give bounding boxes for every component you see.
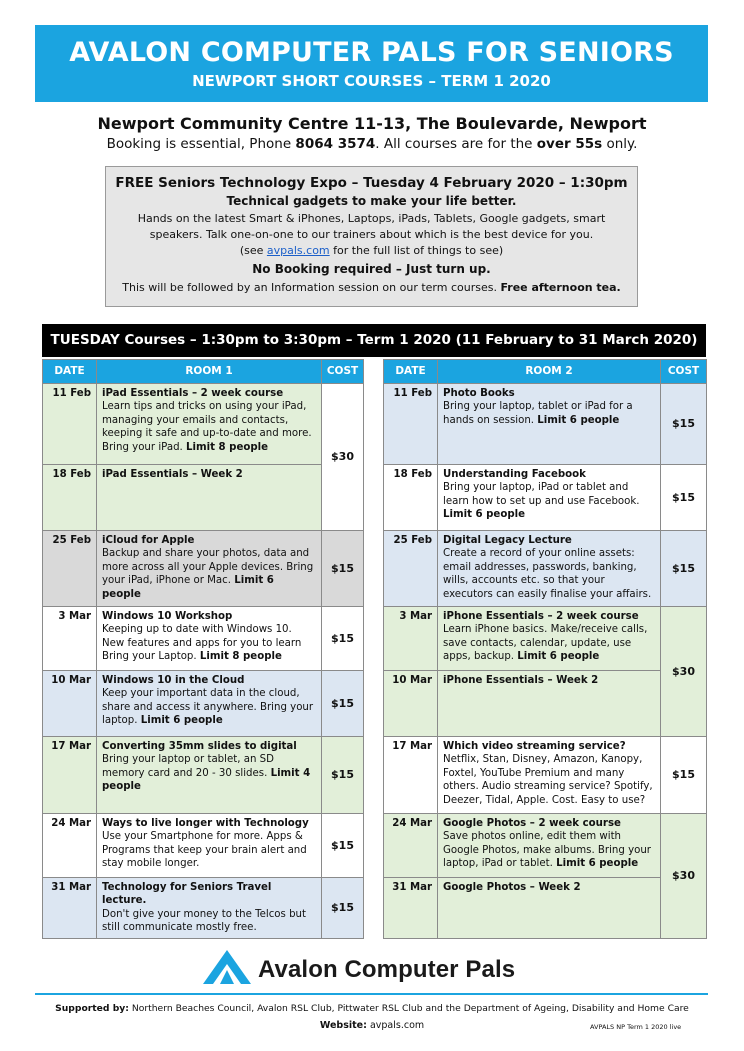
- header-room-1: ROOM 1: [97, 360, 322, 384]
- column-gap: [364, 465, 384, 531]
- course-title: iPad Essentials – Week 2: [102, 469, 243, 480]
- course-description: [102, 547, 316, 601]
- supported-text: Northern Beaches Council, Avalon RSL Club, Pittwater RSL Club and the Department of Ageing, Disability and Home Care: [128, 1003, 689, 1014]
- course-desc-text: Bring your laptop or tablet, an SD memory card and 20 - 30 slides.: [102, 754, 274, 779]
- course-title: Photo Books: [443, 388, 515, 399]
- course-limit: Limit 6 people: [537, 414, 620, 426]
- page-subtitle: NEWPORT SHORT COURSES – TERM 1 2020: [192, 72, 551, 90]
- table-row: [43, 531, 707, 607]
- column-gap: [364, 531, 384, 607]
- course-desc-text: Keeping up to date with Windows 10. New features and apps for you to learn Bring your Laptop.: [102, 624, 302, 663]
- course-cell: [97, 737, 322, 814]
- column-gap: [364, 878, 384, 939]
- website-link[interactable]: avpals.com: [366, 1020, 425, 1031]
- header-room-2: ROOM 2: [438, 360, 661, 384]
- course-cell: [438, 607, 661, 671]
- header-cost-1: COST: [322, 360, 364, 384]
- course-date: 18 Feb: [384, 465, 438, 531]
- expo-see-post: for the full list of things to see): [329, 244, 504, 257]
- course-cell: [97, 814, 322, 878]
- avalon-logo-icon: [203, 950, 251, 984]
- course-title: iCloud for Apple: [102, 535, 195, 546]
- course-title: iPhone Essentials – 2 week course: [443, 611, 639, 622]
- course-description: Use your Smartphone for more. Apps & Programs that keep your brain alert and stay mobile longer.: [102, 831, 307, 870]
- course-cell: [438, 878, 661, 939]
- course-cost: $15: [661, 737, 707, 814]
- table-row: [43, 878, 707, 939]
- course-date: 10 Mar: [43, 671, 97, 737]
- course-cost: $15: [661, 384, 707, 465]
- footer-logo: [0, 950, 744, 990]
- column-gap: [364, 607, 384, 671]
- document-reference: AVPALS NP Term 1 2020 live: [590, 1023, 682, 1031]
- course-schedule: [42, 324, 706, 939]
- booking-phone: 8064 3574: [295, 136, 376, 152]
- logo-text: Avalon Computer Pals: [258, 956, 516, 983]
- course-date: 17 Mar: [384, 737, 438, 814]
- course-title: Google Photos – Week 2: [443, 882, 581, 893]
- table-row: [43, 607, 707, 671]
- course-title: Which video streaming service?: [443, 741, 626, 752]
- course-title: Windows 10 Workshop: [102, 611, 233, 622]
- course-limit: Limit 6 people: [140, 715, 223, 727]
- course-description: [443, 481, 655, 521]
- expo-tagline: Technical gadgets to make your life better.: [226, 194, 517, 208]
- expo-body: [106, 211, 637, 259]
- course-desc-text: Save photos online, edit them with Google Photos, make albums. Bring your laptop, iPad or tablet.: [443, 831, 651, 870]
- footer-divider: [35, 993, 708, 995]
- venue-address: Newport Community Centre 11-13, The Boulevarde, Newport: [97, 114, 647, 133]
- course-desc-text: Backup and share your photos, data and more across all your Apple devices. Bring your iPad, iPhone or Mac.: [102, 548, 314, 587]
- course-description: [443, 400, 655, 427]
- course-cell: [97, 465, 322, 531]
- course-date: 3 Mar: [43, 607, 97, 671]
- course-cost: $15: [322, 814, 364, 878]
- booking-text-mid: . All courses are for the: [375, 136, 537, 152]
- website-label: Website:: [319, 1020, 367, 1031]
- course-cost: $15: [322, 671, 364, 737]
- course-date: 25 Feb: [384, 531, 438, 607]
- expo-see-pre: (see: [239, 244, 267, 257]
- course-limit: Limit 6 people: [517, 651, 600, 663]
- course-description: [102, 400, 316, 454]
- table-row: [43, 671, 707, 737]
- course-cost: $30: [661, 607, 707, 737]
- course-cell: [438, 737, 661, 814]
- course-date: 3 Mar: [384, 607, 438, 671]
- course-cell: [97, 671, 322, 737]
- course-desc-text: Learn tips and tricks on using your iPad, managing your emails and contacts, keeping it safe and up-to-date and more. Bring your iPad.: [102, 401, 312, 453]
- table-row: [43, 465, 707, 531]
- course-date: 24 Mar: [43, 814, 97, 878]
- course-cost: $15: [661, 465, 707, 531]
- course-date: 31 Mar: [43, 878, 97, 939]
- course-date: 10 Mar: [384, 671, 438, 737]
- booking-text: Booking is essential, Phone: [106, 136, 296, 152]
- course-cost: $15: [322, 607, 364, 671]
- course-title: Windows 10 in the Cloud: [102, 675, 245, 686]
- course-description: [443, 623, 655, 663]
- course-date: 25 Feb: [43, 531, 97, 607]
- course-cell: [97, 531, 322, 607]
- course-date: 11 Feb: [43, 384, 97, 465]
- course-date: 31 Mar: [384, 878, 438, 939]
- course-date: 18 Feb: [43, 465, 97, 531]
- course-desc-text: Bring your laptop, iPad or tablet and learn how to set up and use Facebook.: [443, 482, 640, 507]
- page-title: AVALON COMPUTER PALS FOR SENIORS: [69, 37, 674, 68]
- course-date: 24 Mar: [384, 814, 438, 878]
- supported-label: Supported by:: [55, 1003, 129, 1014]
- course-cost: $15: [322, 737, 364, 814]
- course-description: Create a record of your online assets: email addresses, passwords, banking, wills, accounts etc. so that your executors can easily finalise your affairs.: [443, 548, 652, 600]
- course-date: 17 Mar: [43, 737, 97, 814]
- venue-info: [0, 114, 744, 153]
- expo-no-booking: No Booking required – Just turn up.: [252, 262, 491, 276]
- table-row: [43, 814, 707, 878]
- course-limit: Limit 6 people: [556, 858, 639, 870]
- course-limit: Limit 8 people: [186, 441, 269, 453]
- course-description: Don't give your money to the Telcos but still communicate mostly free.: [102, 908, 307, 934]
- course-cell: [97, 384, 322, 465]
- course-title: iPhone Essentials – Week 2: [443, 675, 599, 686]
- course-cost: $30: [661, 814, 707, 939]
- course-description: [102, 623, 316, 663]
- expo-box: [105, 166, 638, 307]
- course-cost: $15: [322, 531, 364, 607]
- expo-afternoon-tea: Free afternoon tea.: [500, 281, 621, 294]
- course-cell: [438, 384, 661, 465]
- course-title: Understanding Facebook: [443, 469, 586, 480]
- supported-by: [0, 1002, 744, 1016]
- header-date-1: DATE: [43, 360, 97, 384]
- course-date: 11 Feb: [384, 384, 438, 465]
- age-requirement: over 55s: [536, 136, 603, 152]
- course-cost: $30: [322, 384, 364, 531]
- expo-followup-text: This will be followed by an Information session on our term courses.: [122, 281, 501, 294]
- column-gap: [364, 814, 384, 878]
- course-cell: [97, 878, 322, 939]
- course-limit: Limit 6 people: [102, 575, 274, 600]
- header-date-2: DATE: [384, 360, 438, 384]
- column-gap: [364, 384, 384, 465]
- course-cell: [438, 671, 661, 737]
- table-header-row: [43, 360, 707, 384]
- booking-info: [0, 135, 744, 153]
- course-desc-text: Bring your laptop, tablet or iPad for a hands on session.: [443, 401, 633, 426]
- header-banner: [35, 25, 708, 102]
- course-limit: Limit 4 people: [102, 767, 311, 793]
- course-cell: [438, 531, 661, 607]
- course-description: Netflix, Stan, Disney, Amazon, Kanopy, Foxtel, YouTube Premium and many others. Audio streaming service? Spotify, Deezer, Tidal, Apple. Cost. Easy to use?: [443, 754, 653, 806]
- course-cell: [438, 814, 661, 878]
- course-title: iPad Essentials – 2 week course: [102, 388, 284, 399]
- course-title: Technology for Seniors Travel lecture.: [102, 882, 272, 907]
- course-description: [443, 830, 655, 870]
- booking-text-end: only.: [602, 136, 638, 152]
- expo-website-link[interactable]: avpals.com: [266, 244, 330, 257]
- expo-description: Hands on the latest Smart & iPhones, Laptops, iPads, Tablets, Google gadgets, smart speakers. Talk one-on-one to our trainers about which is the best device for you.: [137, 212, 606, 241]
- table-row: [43, 737, 707, 814]
- course-description: [102, 753, 316, 793]
- header-cost-2: COST: [661, 360, 707, 384]
- course-description: [102, 687, 316, 727]
- course-cost: $15: [661, 531, 707, 607]
- course-cell: [97, 607, 322, 671]
- course-limit: Limit 6 people: [443, 509, 526, 521]
- table-row: [43, 384, 707, 465]
- course-title: Google Photos – 2 week course: [443, 818, 621, 829]
- course-title: Digital Legacy Lecture: [443, 535, 572, 546]
- course-cell: [438, 465, 661, 531]
- schedule-title: TUESDAY Courses – 1:30pm to 3:30pm – Term 1 2020 (11 February to 31 March 2020): [42, 324, 706, 357]
- course-title: Converting 35mm slides to digital: [102, 741, 297, 752]
- expo-followup: [106, 280, 637, 296]
- course-limit: Limit 8 people: [199, 651, 282, 663]
- column-gap: [364, 671, 384, 737]
- course-desc-text: Keep your important data in the cloud, share and access it anywhere. Bring your laptop.: [102, 688, 314, 727]
- course-table: [42, 359, 707, 939]
- expo-title: FREE Seniors Technology Expo – Tuesday 4 February 2020 – 1:30pm: [115, 175, 628, 191]
- course-cost: $15: [322, 878, 364, 939]
- course-title: Ways to live longer with Technology: [102, 818, 309, 829]
- course-desc-text: Learn iPhone basics. Make/receive calls, save contacts, calendar, update, use apps, backup.: [443, 624, 648, 663]
- column-gap: [364, 360, 384, 384]
- column-gap: [364, 737, 384, 814]
